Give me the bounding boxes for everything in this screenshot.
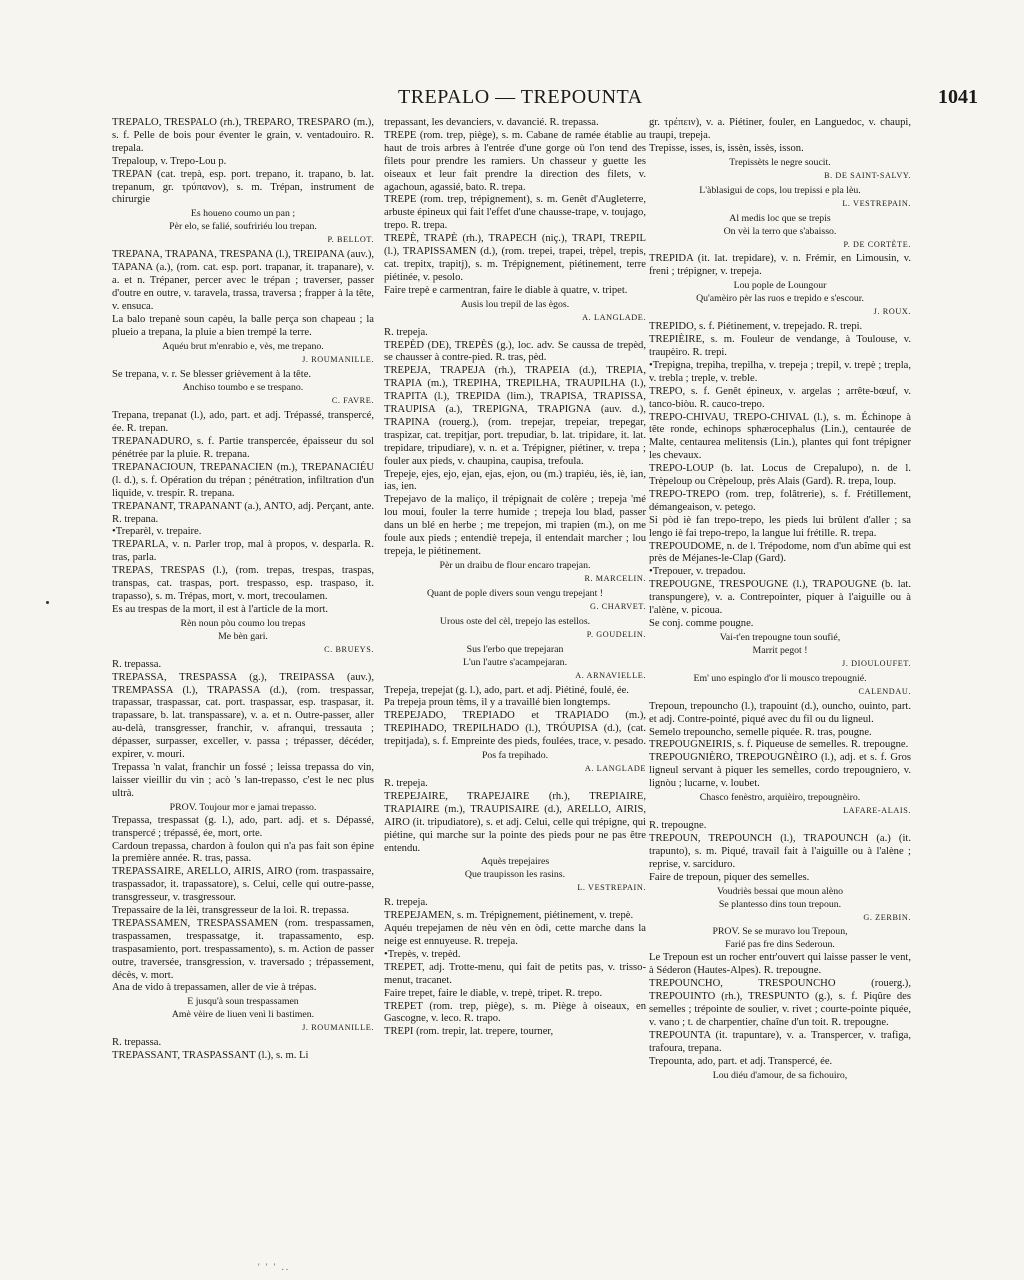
dictionary-entry: TREPIDO, s. f. Piétinement, v. trepejado. R. trepi. (649, 321, 863, 333)
quotation-line: Me bèn gari. (218, 630, 268, 642)
quotation-line: Farié pas fre dins Sederoun. (725, 939, 835, 951)
dictionary-entry: TREPÈD (DE), TREPÈS (g.), loc. adv. Se caussa de trepèd, se chausser à contre-pied. R. tras, pèd. (384, 339, 646, 364)
dictionary-entry: TREPOUNCHO, TRESPOUNCHO (rouerg.), TREPOUINTO (rh.), TRESPUNTO (g.), s. f. Piqûre des semelles ; trépointe de soulier, v. rivet ; courte-pointe piquée, v. vano ; t. de charpentier, chaîne d'un toit. R. trepougne. (649, 978, 911, 1028)
quotation-line: Chasco fenèstro, arquièiro, trepougnèiro. (699, 792, 861, 804)
dictionary-entry: •Trepigna, trepiha, trepilha, v. trepeja ; trepil, v. trepè ; trepla, v. trebla ; treple, v. treble. (649, 359, 911, 384)
dictionary-entry: Pa trepeja proun tèms, il y a travaillé bien longtemps. (384, 697, 611, 709)
quotation-author: LAFARE-ALAIS. (843, 806, 911, 816)
dictionary-entry: TREPOUGNEIRIS, s. f. Piqueuse de semelles. R. trepougne. (649, 739, 909, 751)
quotation-author: A. LANGLADE. (582, 312, 646, 322)
dictionary-entry: Trepassaire de la lèi, transgresseur de la loi. R. trepassa. (112, 905, 350, 917)
quotation-line: Que traupisson les rasins. (464, 869, 566, 881)
footer-mark: ' ' ' .. (258, 1262, 291, 1272)
dictionary-entry: Trepounta, ado, part. et adj. Transpercé, ée. (649, 1055, 833, 1067)
dictionary-entry: R. trepeja. (384, 897, 428, 909)
dictionary-entry: Trepaloup, v. Trepo-Lou p. (112, 155, 227, 167)
dictionary-entry: La balo trepanè soun capèu, la balle perça son chapeau ; la plueio a trepana, la pluie a bien trempé la terre. (112, 313, 374, 338)
quotation-line: Pèr un draibu de flour encaro trapejan. (439, 559, 591, 571)
quotation-line: Urous oste del cèl, trepejo las estellos. (439, 615, 591, 627)
quotation-line: PROV. Toujour mor e jamai trepasso. (169, 801, 317, 813)
quotation-line: Em' uno espinglo d'or li mousco trepougnié. (693, 672, 867, 684)
dictionary-entry: TREPO, s. f. Genêt épineux, v. argelas ; arrête-bœuf, v. tanco-biòu. R. cauco-trepo. (649, 385, 911, 410)
dictionary-entry: Faire trepet, faire le diable, v. trepè, tripet. R. trepo. (384, 987, 603, 999)
dictionary-entry: Se conj. comme pougne. (649, 618, 754, 629)
dictionary-entry: TREPET, adj. Trotte-menu, qui fait de petits pas, v. trisso-menut, tracanet. (384, 961, 646, 986)
dictionary-entry: Faire de trepoun, piquer des semelles. (649, 871, 810, 883)
quotation-line: L'àblasigui de cops, lou trepissi e pla lèu. (699, 184, 861, 196)
quotation-author: G. ZERBIN. (863, 912, 911, 922)
dictionary-entry: Trepassa, trespassat (g. l.), ado, part. adj. et s. Dépassé, transpercé ; trépassé, ée, mort, orte. (112, 814, 374, 839)
dictionary-entry: Faire trepè e carmentran, faire le diable à quatre, v. tripet. (384, 284, 628, 296)
dictionary-entry: Es au trespas de la mort, il est à l'article de la mort. (112, 603, 329, 615)
quotation-author: C. FAVRE. (331, 396, 374, 406)
dictionary-entry: Trepassa 'n valat, franchir un fossé ; leissa trepassa do vin, laisser vieillir du vin ; acò 's lan-trepasso, c'est le nec plus ultrà. (112, 761, 374, 799)
quotation-author: P. BELLOT. (327, 235, 374, 245)
quotation-author: G. CHARVET. (589, 601, 646, 611)
dictionary-entry: TREPEJADO, TREPIADO et TRAPIADO (m.), TREPIHADO, TREPILHADO (l.), TRÓUPISA (d.), (cat. trepitjada), s. f. Empreinte des pieds, foulées, trace, v. pesado. (384, 710, 646, 748)
dictionary-entry: R. trepeja. (384, 326, 428, 338)
quotation-line: Al medis loc que se trepis (729, 212, 831, 224)
quotation-line: Voudriès bessai que moun alèno (716, 885, 844, 897)
quotation-author: P. GOUDELIN. (586, 629, 646, 639)
quotation-line: Rèn noun pòu coumo lou trepas (180, 617, 306, 629)
dictionary-entry: R. trepougne. (649, 819, 707, 831)
quotation-author: CALENDAU. (858, 686, 911, 696)
quotation-author: A. ARNAVIELLE. (575, 670, 646, 680)
dictionary-entry: TREPIÈIRE, s. m. Fouleur de vendange, à Toulouse, v. traupèiro. R. trepi. (649, 334, 911, 358)
quotation-line: Se plantesso dins toun trepoun. (718, 898, 842, 910)
dictionary-entry: TREPE (rom. trep, piège), s. m. Cabane de ramée établie au haut de trois arbres à l'entrée d'une gorge où l'on tend des filets pour prendre les ramiers. Un chasseur y guette les oiseaux et leur fait prendre la direction des filets, v. agachoun, agassié, bato. R. trepa. (384, 129, 646, 193)
dictionary-entry: TREPO-CHIVAU, TREPO-CHIVAL (l.), s. m. Échinope à tête ronde, echinops sphærocephalus (Lin.), centaurée de Malte, centaurea melitensis (Lin.), plantes qui font trépigner les chevaux. (649, 411, 911, 462)
dictionary-entry: Semelo trepouncho, semelle piquée. R. tras, pougne. (649, 726, 872, 738)
dictionary-entry: TREPANANT, TRAPANANT (a.), ANTO, adj. Perçant, ante. R. trepana. (112, 500, 374, 525)
dictionary-entry: TREPI (rom. trepir, lat. trepere, tourner, (384, 1026, 554, 1038)
quotation-author: J. ROUMANILLE. (302, 354, 374, 364)
page-number: 1041 (938, 86, 978, 108)
quotation-author: J. DIOULOUFET. (842, 658, 911, 668)
quotation-line: Aquès trepejaires (480, 856, 550, 868)
dictionary-entry: TREPOUNTA (it. trapuntare), v. a. Transpercer, v. trafiga, trafoura, trepana. (649, 1029, 911, 1054)
dictionary-entry: TREPARLA, v. n. Parler trop, mal à propos, v. desparla. R. tras, parla. (112, 539, 374, 564)
dictionary-entry: Trepeja, trepejat (g. l.), ado, part. et adj. Piétiné, foulé, ée. (384, 684, 629, 696)
dictionary-entry: TREPANA, TRAPANA, TRESPANA (l.), TREIPANA (auv.), TAPANA (a.), (rom. cat. esp. port. trapanar, it. trapanare), v. a. et n. Trépaner, percer avec le trépan ; traverser, passer d'outre en outre, v. taravela, trassa, traversa ; frapper à la tête, v. ensuca. (112, 249, 374, 312)
dictionary-entry: Le Trepoun est un rocher entr'ouvert qui laisse passer le vent, à Séderon (Hautes-Alpes). R. trepougne. (649, 952, 911, 977)
dictionary-entry: TREPOUGNE, TRESPOUGNE (l.), TRAPOUGNE (b. lat. transpungere), v. a. Contrepointer, piquer à l'aiguille ou à l'alène, v. picoua. (649, 579, 911, 617)
dictionary-entry: trepassant, les devanciers, v. davancié. R. trepassa. (384, 117, 599, 128)
column-middle (384, 117, 646, 1252)
quotation-line: Qu'amèiro pèr las ruos e trepido e s'escour. (696, 293, 864, 305)
dictionary-entry: TREPASSAMEN, TRESPASSAMEN (rom. trespassamen, traspassamen, trespassatge, it. trapassamento, esp. traspasamiento, port. trespassamento), s. m. Action de passer outre, traversée, transgression, v. traversado ; trépassement, décès, v. mort. (112, 917, 374, 981)
quotation-line: Amè vèire de liuen venì li bastimen. (171, 1009, 315, 1021)
dictionary-entry: gr. τρέπειν), v. a. Piétiner, fouler, en Languedoc, v. chaupi, traupi, trepeja. (649, 117, 911, 141)
dictionary-entry: TREPEJA, TRAPEJA (rh.), TRAPEIA (d.), TREPIA, TRAPIA (m.), TREPIHA, TREPILHA, TRAUPILHA (l.), TRAPITA (l.), TREPIDA (lim.), TRAPISA, TRAPISSA, TRAUPISA (a.), TREPIGNA, TRAPIGNA (auv. d.), TRAPINA (rouerg.), (rom. trepejar, trepeiar, trepegar, traspizar, cat. trepitjar, port. trepudiar, b. lat. tripidare, it. lat. trepidare, tripudiare), v. n. et a. Trépigner, piétiner, v. trepa ; fouler aux pieds, v. chaupina, caupisa, trefoula. (384, 365, 646, 467)
dictionary-entry: TREPIDA (it. lat. trepidare), v. n. Frémir, en Limousin, v. freni ; trépigner, v. trepeja. (649, 253, 911, 278)
quotation-line: Vai-t'en trepougne toun soufié, (719, 631, 841, 643)
dictionary-entry: •Trepès, v. trepèd. (384, 948, 461, 960)
quotation-author: B. DE SAINT-SALVY. (824, 170, 911, 180)
quotation-author: A. LANGLADE (584, 764, 646, 774)
dictionary-entry: Trepana, trepanat (l.), ado, part. et adj. Trépassé, transpercé, ée. R. trepan. (112, 410, 374, 435)
dictionary-entry: Cardoun trepassa, chardon à foulon qui n'a pas fait son épine la première année. R. tras, passa. (112, 840, 374, 865)
dictionary-entry: Trepejavo de la maliço, il trépignait de colère ; trepeja 'mé lou moui, fouler la terre humide ; trepeja lou blad, passer dans un blé en herbe ; me trepejon, mi trapien (m.), on me foule aux pieds ; entendiè trepeja, il entendait marcher ; lou trepeja, le piétinement. (384, 494, 646, 557)
dictionary-entry: Trepoun, trepouncho (l.), trapouint (d.), ouncho, ouinto, part. et adj. Contre-pointé, piqué avec du fil ou du ligneul. (649, 700, 911, 725)
dictionary-entry: R. trepeja. (384, 777, 428, 789)
quotation-line: Trepissèts le negre soucit. (729, 156, 831, 168)
dictionary-entry: Aquéu trepejamen de nèu vèn en òdi, cette marche dans la neige est ennuyeuse. R. trepeja. (384, 923, 646, 948)
column-left (112, 117, 374, 1252)
dictionary-entry: TREPASSANT, TRASPASSANT (l.), s. m. Li (112, 1050, 309, 1062)
quotation-author: J. ROUX. (873, 307, 911, 317)
dictionary-entry: TREPASSAIRE, ARELLO, AIRIS, AIRO (rom. traspassaire, traspassador, it. trapassatore), s. Celui, celle qui outre-passe, transgresseur, v. trasgressour. (112, 866, 374, 904)
quotation-line: Marrit pegot ! (752, 644, 808, 656)
quotation-line: Lou pople de Loungour (733, 280, 827, 292)
dictionary-entry: TREPANADURO, s. f. Partie transpercée, épaisseur du sol pénétrée par la pluie. R. trepana. (112, 436, 374, 461)
dictionary-entry: TREPOUDOME, n. de l. Trépodome, nom d'un abîme qui est près de Méjanes-le-Clap (Gard). (649, 540, 911, 565)
dictionary-entry: •Treparèl, v. trepaire. (112, 526, 202, 538)
running-title: TREPALO — TREPOUNTA (398, 86, 643, 108)
dictionary-entry: TREPOUN, TREPOUNCH (l.), TRAPOUNCH (a.) (it. trapunto), s. m. Piqué, travail fait à l'aiguille ou à l'alène ; reprise, v. sarciduro. (649, 832, 911, 870)
quotation-line: Es houeno coumo un pan ; (190, 208, 296, 220)
page-header (0, 86, 1024, 112)
dictionary-entry: Trepisse, isses, is, issèn, issès, isson. (649, 142, 804, 154)
dictionary-entry: Trepeje, ejes, ejo, ejan, ejas, ejon, ou (m.) trapiéu, iès, iè, ian, ias, ien. (384, 468, 646, 493)
quotation-line: Pèr elo, se falié, soufririéu lou trepan. (169, 221, 317, 233)
dictionary-entry: TREPET (rom. trep, piège), s. m. Piège à oiseaux, en Gascogne, v. leco. R. trapo. (384, 1000, 646, 1025)
quotation-line: Lou diéu d'amour, de sa fichouiro, (712, 1069, 848, 1081)
dictionary-entry: TREPEJAMEN, s. m. Trépignement, piétinement, v. trepè. (384, 910, 634, 922)
dictionary-entry: TREPAS, TRESPAS (l.), (rom. trepas, trespas, traspas, transpas, cat. traspas, port. trespasso, esp. traspaso, it. trapasso), s. m. Trépas, mort, v. mort, trecoulamen. (112, 565, 374, 602)
dictionary-entry: TREPO-TREPO (rom. trep, folâtrerie), s. f. Frétillement, démangeaison, v. petego. (649, 488, 911, 513)
dictionary-entry: TREPALO, TRESPALO (rh.), TREPARO, TRESPARO (m.), s. f. Pelle de bois pour éventer le grain, v. ventadouiro. R. trepala. (112, 117, 374, 154)
quotation-author: R. MARCELIN. (584, 573, 646, 583)
dictionary-entry: Se trepana, v. r. Se blesser grièvement à la tête. (112, 368, 312, 380)
dictionary-entry: TREPO-LOUP (b. lat. Locus de Crepalupo), n. de l. Trèpeloup ou Crèpeloup, près Alais (Gard). R. trepa, loup. (649, 463, 911, 488)
dictionary-entry: TREPOUGNIÈRO, TREPOUGNÈIRO (l.), adj. et s. f. Gros ligneul servant à piquer les semelles, cordo trepougniero, v. lignòu ; lucarne, v. loubet. (649, 752, 911, 790)
dictionary-entry: R. trepassa. (112, 1037, 162, 1049)
dictionary-entry: Ana de vido à trepassamen, aller de vie à trépas. (112, 982, 317, 994)
quotation-line: PROV. Se se muravo lou Trepoun, (712, 926, 848, 938)
dictionary-entry: Si pòd iè fan trepo-trepo, les pieds lui brûlent d'aller ; sa lengo iè fai trepo-trepo, la langue lui frétille. R. trepa. (649, 514, 911, 539)
quotation-line: Pos fa trepihado. (481, 750, 549, 762)
dictionary-entry: R. trepassa. (112, 658, 162, 670)
dictionary-entry: TREPAN (cat. trepà, esp. port. trepano, it. trapano, b. lat. trepanum, gr. τρύπανον), s. m. Trépan, instrument de chirurgie (112, 168, 374, 206)
margin-dot (46, 601, 49, 604)
quotation-author: C. BRUEYS. (324, 644, 374, 654)
quotation-line: Ausis lou trepil de las ègos. (460, 298, 570, 310)
dictionary-entry: TREPE (rom. trep, trépignement), s. m. Genêt d'Augleterre, arbuste épineux qui fait l'effet d'une chausse-trape, v. toujago, trepo. R. trepa. (384, 194, 646, 232)
quotation-line: E jusqu'à soun trespassamen (187, 996, 299, 1008)
quotation-line: On vèi la terro que s'abaisso. (723, 225, 837, 237)
quotation-line: Sus l'erbo que trepejaran (466, 643, 564, 655)
quotation-line: Aquéu brut m'enrabio e, vès, me trepano. (162, 340, 324, 352)
dictionary-entry: TREPÈ, TRAPÈ (rh.), TRAPECH (niç.), TRAPI, TREPIL (l.), TRAPISSAMEN (d.), (rom. trepei, trapei, trèpel, trepis, cat. trepitx, trapitj), s. m. Trépignement, piétinement, terre piétinée, v. pesolo. (384, 233, 646, 283)
dictionary-entry: TREPANACIOUN, TREPANACIEN (m.), TREPANACIÉU (l. d.), s. f. Opération du trépan ; pénétration, infiltration d'un liquide, v. trespir. R. trepana. (112, 461, 374, 499)
column-right (649, 117, 911, 1252)
quotation-author: J. ROUMANILLE. (302, 1023, 374, 1033)
quotation-line: L'un l'autre s'acampejaran. (462, 656, 568, 668)
dictionary-entry: TREPEJAIRE, TRAPEJAIRE (rh.), TREPIAIRE, TRAPIAIRE (m.), TRAUPISAIRE (d.), ARELLO, AIRIS, AIRO (it. tripudiatore), s. et adj. Celui, celle qui trépigne, qui piétine, qui marche sur la pointe des pieds pour ne pas être entendu. (384, 790, 646, 854)
quotation-line: Anchiso toumbo e se trespano. (182, 382, 304, 394)
dictionary-entry: TREPASSA, TRESPASSA (g.), TREIPASSA (auv.), TREMPASSA (l.), TRAPASSA (d.), (rom. trespassar, trapassar, traspassar, cat. port. traspassar, esp. traspasar, it. trapassare, b. lat. transpassare), v. a. et n. Outre-passer, aller au-delà, transgresser, franchir, v. afranqui, tressauta ; dépasser, surpasser, exceller, v. passa ; trépasser, décéder, expirer, v. mouri. (112, 671, 374, 761)
quotation-author: L. VESTREPAIN. (577, 883, 646, 893)
quotation-line: Quant de pople divers soun vengu trepejant ! (426, 587, 604, 599)
quotation-author: P. DE CORTÈTE. (843, 239, 911, 249)
dictionary-entry: •Trepouer, v. trepadou. (649, 566, 746, 578)
quotation-author: L. VESTREPAIN. (842, 198, 911, 208)
